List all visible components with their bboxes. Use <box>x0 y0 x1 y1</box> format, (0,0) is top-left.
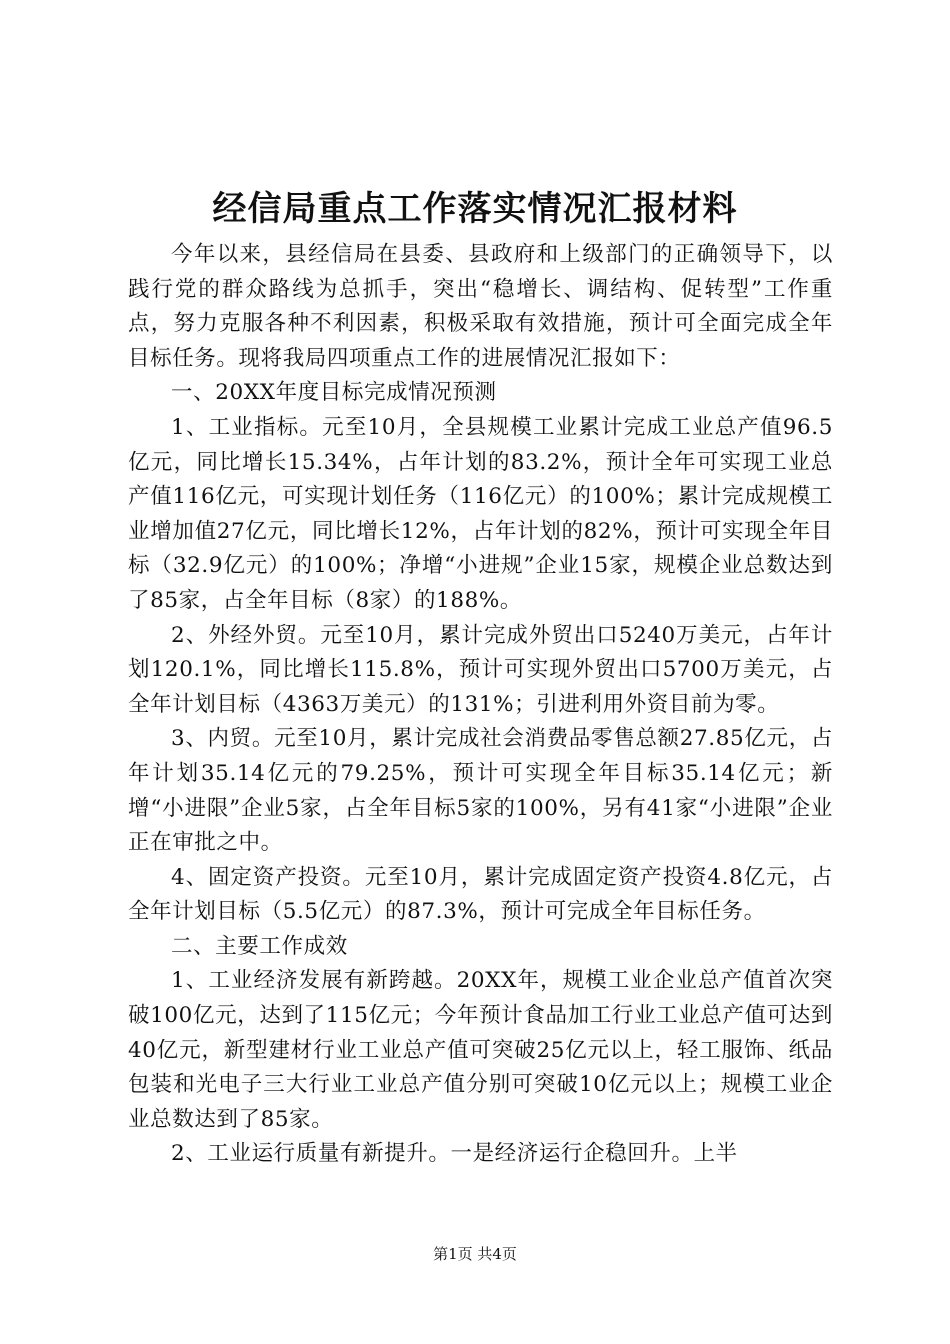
section-heading-2: 二、主要工作成效 <box>171 933 348 959</box>
page-number-footer: 第1页 共4页 <box>433 1245 517 1263</box>
paragraph-foreign-trade: 2、外经外贸。元至10月，累计完成外贸出口5240万美元，占年计划120.1%，同比增长115.8%，预计可实现外贸出口5700万美元，占全年计划目标（4363万美元）的131%；引进利用外资目前为零。 <box>128 622 833 717</box>
intro-paragraph: 今年以来，县经信局在县委、县政府和上级部门的正确领导下，以践行党的群众路线为总抓手，突出“稳增长、调结构、促转型”工作重点，努力克服各种不利因素，积极采取有效措施，预计可全面完成全年目标任务。现将我局四项重点工作的进展情况汇报如下： <box>128 242 833 371</box>
paragraph-domestic-trade: 3、内贸。元至10月，累计完成社会消费品零售总额27.85亿元，占年计划35.14亿元的79.25%，预计可实现全年目标35.14亿元；新增“小进限”企业5家，占全年目标5家的100%，另有41家“小进限”企业正在审批之中。 <box>128 726 833 856</box>
document-body <box>128 238 833 1172</box>
paragraph-fixed-asset-investment: 4、固定资产投资。元至10月，累计完成固定资产投资4.8亿元，占全年计划目标（5.5亿元）的87.3%，预计可完成全年目标任务。 <box>128 864 833 925</box>
paragraph-operation-quality: 2、工业运行质量有新提升。一是经济运行企稳回升。上半 <box>171 1141 738 1167</box>
section-heading-1: 一、20XX年度目标完成情况预测 <box>171 380 497 406</box>
paragraph-industrial-indicators: 1、工业指标。元至10月，全县规模工业累计完成工业总产值96.5亿元，同比增长15.34%，占年计划的83.2%，预计全年可实现工业总产值116亿元，可实现计划任务（116亿元）的100%；累计完成规模工业增加值27亿元，同比增长12%，占年计划的82%，预计可实现全年目标（32.9亿元）的100%；净增“小进规”企业15家，规模企业总数达到了85家，占全年目标（8家）的188%。 <box>128 414 833 613</box>
paragraph-industrial-growth: 1、工业经济发展有新跨越。20XX年，规模工业企业总产值首次突破100亿元，达到了115亿元；今年预计食品加工行业工业总产值可达到40亿元，新型建材行业工业总产值可突破25亿元以上，轻工服饰、纸品包装和光电子三大行业工业总产值分别可突破10亿元以上；规模工业企业总数达到了85家。 <box>128 968 833 1132</box>
document-title: 经信局重点工作落实情况汇报材料 <box>212 189 738 229</box>
